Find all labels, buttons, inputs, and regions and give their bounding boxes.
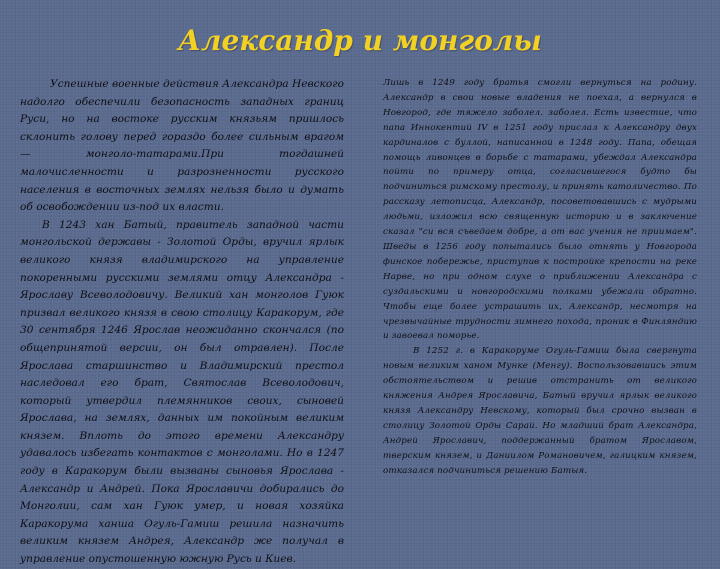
- right-column: [383, 76, 697, 478]
- left-paragraph-2: В 1243 хан Батый, правитель западной части монгольской державы - Золотой Орды, вручил ярлык великого князя владимирского на управление покоренными русскими землями отцу Александра - Ярославу Всеволодовичу. Великий хан монголов Гуюк призвал великого князя в свою столицу Каракорум, где 30 сентября 1246 Ярослав неожиданно скончался (по общепринятой версии, он был отравлен). После Ярослава старшинство и Владимирский престол наследовал его брат, Святослав Всеволодович, который утвердил племянников своих, сыновей Ярослава, на землях, данных им покойным великим князем. Вплоть до этого времени Александру удавалось избегать контактов с монголами. Но в 1247 году в Каракорум были вызваны сыновья Ярослава - Александр и Андрей. Пока Ярославичи добирались до Монголии, сам хан Гуюк умер, и новая хозяйка Каракорума ханша Огуль-Гамиш решила назначить великим князем Андрея, Александр же получал в управление опустошенную южную Русь и Киев.: [20, 218, 344, 566]
- right-paragraph-2: В 1252 г. в Каракоруме Огуль-Гамиш была свергнута новым великим ханом Мунке (Менгу). Воспользовавшись этим обстоятельством и решив отстранить от великого княжения Андрея Ярославича, Батый вручил ярлык великого князя Александру Невскому, который был срочно вызван в столицу Золотой Орды Сарай. Но младший брат Александра, Андрей Ярославич, поддержанный братом Ярославом, тверским князем, и Даниилом Романовичем, галицким князем, отказался подчиниться решению Батыя.: [383, 346, 697, 476]
- right-paragraph-1: Лишь в 1249 году братья смогли вернуться на родину. Александр в свои новые владения не поехал, а вернулся в Новгород, где тяжело заболел. заболел. Есть известие, что папа Иннокентий IV в 1251 году прислал к Александру двух кардиналов с буллой, написанной в 1248 году. Папа, обещая помощь ливонцев в борьбе с татарами, убеждал Александра пойти по примеру отца, согласившегося будто бы подчиниться римскому престолу, и принять католичество. По рассказу летописца, Александр, посоветовавшись с мудрыми людьми, изложил всю священную историю и в заключение сказал "си вся съведаем добре, а от вас учения не приимаем". Шведы в 1256 году попытались было отнять у Новгорода финское побережье, приступив к постройке крепости на реке Нарве, но при одном слухе о приближении Александра с суздальскими и новгородскими полками убежали обратно. Чтобы еще более устрашить их, Александр, несмотря на чрезвычайные трудности зимнего похода, проник в Финляндию и завоевал поморье.: [383, 78, 697, 342]
- left-column: [20, 76, 344, 569]
- left-paragraph-1: Успешные военные действия Александра Невского надолго обеспечили безопасность западных границ Руси, но на востоке русским князьям пришлось склонить голову перед гораздо более сильным врагом — монголо-татарами.При тогдашней малочисленности и разрозненности русского населения в восточных землях нельзя было и думать об освобождении из-под их власти.: [20, 78, 344, 214]
- slide-title: Александр и монголы: [178, 24, 542, 57]
